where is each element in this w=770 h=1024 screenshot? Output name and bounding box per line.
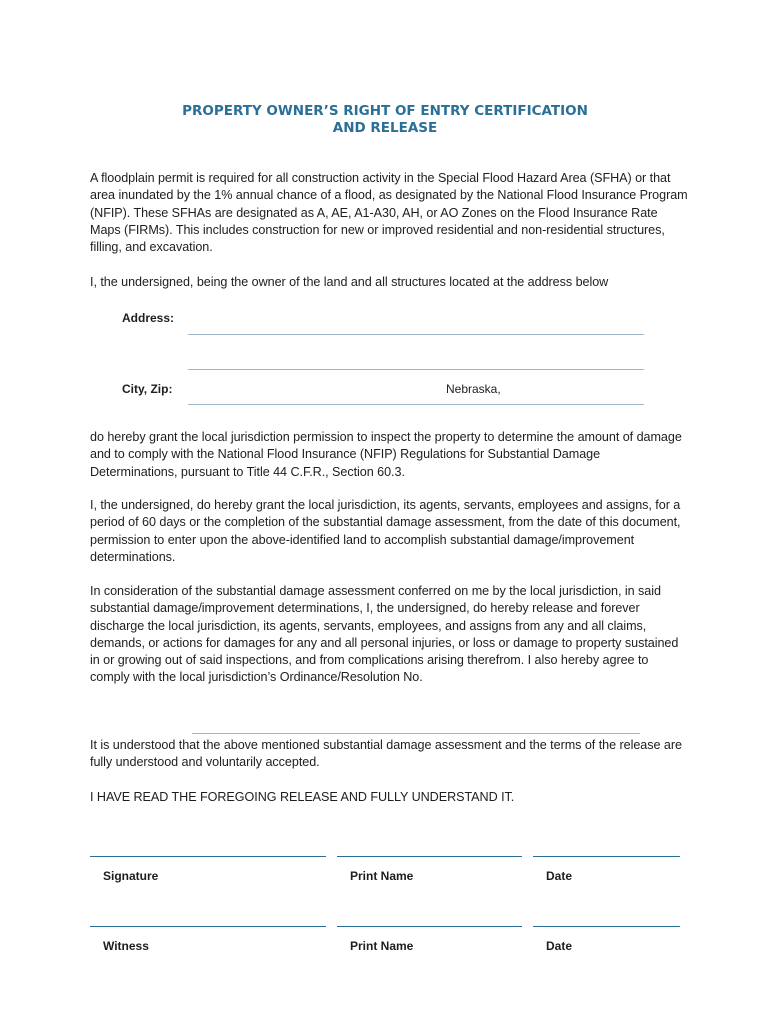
acknowledge-statement: I HAVE READ THE FOREGOING RELEASE AND FULLY UNDERSTAND IT. bbox=[90, 790, 515, 804]
date-label-1: Date bbox=[546, 869, 573, 883]
print-name-line-1[interactable] bbox=[337, 856, 522, 857]
release-paragraph: In consideration of the substantial damage assessment conferred on me by the local jurisdiction, in said substantial damage/improvement determinations, I, the undersigned, do hereby release and forever discharge the local jurisdiction, its agents, servants, employees, and assigns from any and all claims, demands, or actions for damages for any and all personal injuries, or loss or damage to property sustained in or growing out of said inspections, and from complications arising therefrom. I also hereby agree to comply with the local jurisdiction’s Ordinance/Resolution No. bbox=[90, 584, 679, 685]
print-name-label-2: Print Name bbox=[350, 939, 414, 953]
date-line-1[interactable] bbox=[533, 856, 680, 857]
signature-label: Signature bbox=[103, 869, 159, 883]
date-line-2[interactable] bbox=[533, 926, 680, 927]
intro-paragraph: A floodplain permit is required for all construction activity in the Special Flood Hazard Area (SFHA) or that area inundated by the 1% annual chance of a flood, as designated by the National Flood Insurance Program (NFIP). These SFHAs are designated as A, AE, A1-A30, AH, or AO Zones on the Flood Insurance Rate Maps (FIRMs). This includes construction for new or improved residential and non-residential structures, filling, and excavation. bbox=[90, 171, 688, 255]
date-label-2: Date bbox=[546, 939, 573, 953]
witness-label: Witness bbox=[103, 939, 149, 953]
print-name-line-2[interactable] bbox=[337, 926, 522, 927]
print-name-label-1: Print Name bbox=[350, 869, 414, 883]
ordinance-number-line[interactable] bbox=[192, 733, 640, 734]
understood-paragraph: It is understood that the above mentioned substantial damage assessment and the terms of the release are fully understood and voluntarily accepted. bbox=[90, 738, 682, 770]
city-zip-label: City, Zip: bbox=[122, 382, 173, 396]
state-text: Nebraska, bbox=[446, 382, 501, 396]
grant-inspect-paragraph: do hereby grant the local jurisdiction permission to inspect the property to determine the amount of damage and to comply with the National Flood Insurance (NFIP) Regulations for Substantial Damage Determinations, pursuant to Title 44 C.F.R., Section 60.3. bbox=[90, 430, 682, 479]
title-line-2: AND RELEASE bbox=[332, 120, 438, 136]
signature-line[interactable] bbox=[90, 856, 326, 857]
address-label: Address: bbox=[122, 311, 175, 325]
owner-statement: I, the undersigned, being the owner of the land and all structures located at the address below bbox=[90, 275, 609, 289]
title-line-1: PROPERTY OWNER’S RIGHT OF ENTRY CERTIFICATION bbox=[182, 103, 588, 119]
document-title bbox=[0, 103, 770, 137]
city-zip-line[interactable] bbox=[188, 404, 644, 405]
address-line-2[interactable] bbox=[188, 369, 644, 370]
address-line-1[interactable] bbox=[188, 334, 644, 335]
witness-line[interactable] bbox=[90, 926, 326, 927]
grant-entry-paragraph: I, the undersigned, do hereby grant the local jurisdiction, its agents, servants, employees and assigns, for a period of 60 days or the completion of the substantial damage assessment, from the date of this document, permission to enter upon the above-identified land to accomplish substantial damage/improvement determinations. bbox=[90, 498, 681, 564]
